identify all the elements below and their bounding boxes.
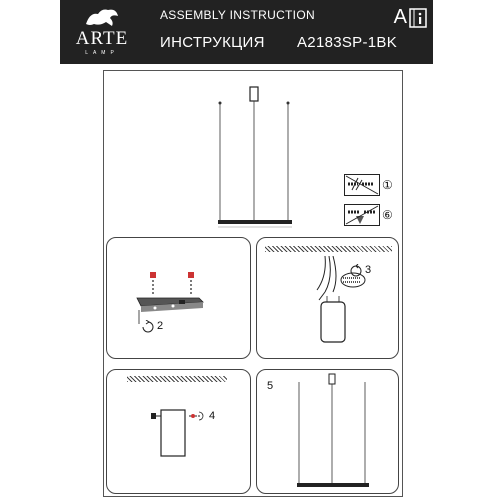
title-russian: ИНСТРУКЦИЯ — [160, 34, 265, 51]
brand-logo — [60, 0, 140, 64]
brand-name: ARTE — [75, 28, 129, 49]
step-2-panel — [106, 237, 251, 359]
step-4-panel — [106, 369, 251, 494]
header-bar — [60, 0, 433, 64]
step-3-panel — [256, 237, 399, 359]
lamp-overview-drawing — [204, 81, 314, 241]
cut-wire-warning-icon — [344, 174, 380, 196]
warning-icon-group — [344, 174, 399, 230]
step-3-number: 3 — [365, 264, 372, 276]
lamp-final-drawing — [277, 372, 387, 492]
step-5-panel — [256, 369, 399, 494]
callout-6: ⑥ — [382, 208, 393, 222]
rotate-arrow-icon — [349, 264, 363, 278]
ceiling-hatch — [265, 246, 392, 252]
screwdriver-warning-icon — [344, 204, 380, 226]
step-2-number: 2 — [157, 320, 164, 332]
lion-icon — [82, 4, 122, 28]
category-letter: A — [393, 6, 407, 28]
canopy-install-drawing — [147, 406, 247, 466]
info-book-icon — [409, 8, 427, 28]
callout-1: ① — [382, 178, 393, 192]
step-5-number: 5 — [267, 380, 274, 392]
instruction-frame — [103, 70, 403, 497]
title-english: ASSEMBLY INSTRUCTION — [160, 8, 315, 22]
screwdriver-rotate-icon — [141, 320, 155, 334]
model-number: A2183SP-1BK — [297, 34, 398, 51]
brand-subtitle: LAMP — [85, 50, 119, 56]
step-4-number: 4 — [209, 410, 216, 422]
ceiling-hatch — [127, 376, 227, 382]
